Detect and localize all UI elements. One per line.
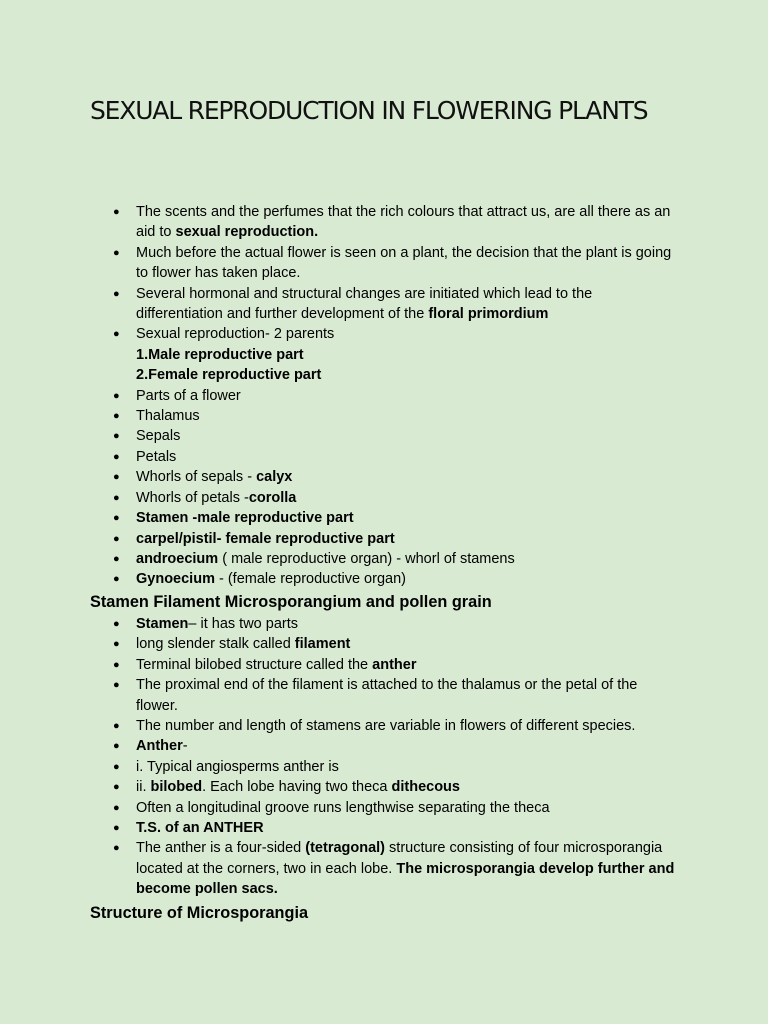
text: Terminal bilobed structure called the [136,656,373,673]
text: . Each lobe having two theca [202,779,392,796]
list-item [0,757,676,777]
bullet-icon: ● [113,760,120,773]
list-item [0,838,676,899]
text: - (female reproductive organ) [214,571,406,588]
text: The number and length of stamens are variable in flowers of different species. [136,718,636,735]
bold-text: floral primordium [428,306,549,323]
bullet-icon: ● [113,658,120,671]
list-item [0,426,676,446]
text: The proximal end of the filament is attached to the thalamus or the petal of the flower. [136,677,638,714]
list-item [0,675,676,716]
bullet-icon: ● [113,512,120,525]
text: – it has two parts [188,616,298,632]
bullet-icon: ● [113,822,120,835]
bullet-icon: ● [113,638,120,651]
list-item [0,243,676,284]
bullet-list-intro [0,202,676,590]
text: Much before the actual flower is seen on a plant, the decision that the plant is going to flower has taken place. [136,244,672,282]
text: i. Typical angiosperms anther is [136,758,339,775]
bullet-list-stamen [0,614,676,900]
text: The anther is a four-sided [136,840,306,857]
text: Whorls of petals - [136,489,249,506]
list-item [0,736,676,756]
text: Thalamus [136,408,200,425]
list-item [0,447,676,467]
text: The scents and the perfumes that the rich colours that attract us, are all there as an aid to [136,204,671,241]
list-item [0,284,676,325]
bold-text: dithecous [391,779,460,796]
text: ii. [136,779,151,796]
text: Sepals [136,428,181,445]
list-item [0,798,676,818]
bold-text: androecium [136,550,219,567]
section-heading-microsporangia: Structure of Microsporangia [90,904,309,922]
list-item [0,634,676,654]
bold-text: bilobed [150,779,203,796]
bold-text: T.S. of an ANTHER [136,820,264,837]
bold-text: corolla [248,489,297,506]
bold-text: 1.Male reproductive part [136,346,304,363]
list-item [0,508,676,528]
bullet-icon: ● [113,450,120,463]
bullet-icon: ● [113,801,120,814]
bold-text: anther [372,656,417,673]
bullet-icon: ● [113,328,120,341]
bullet-icon: ● [113,679,120,692]
bullet-icon: ● [113,842,120,855]
list-item [0,549,676,569]
bullet-icon: ● [113,471,120,484]
bold-text: filament [294,636,351,653]
bullet-icon: ● [113,532,120,545]
bold-text: sexual reproduction. [175,224,319,241]
list-item [0,488,676,508]
text: Petals [136,448,177,465]
list-item [0,655,676,675]
list-item [0,614,676,634]
bold-text: (tetragonal) [305,840,386,857]
bullet-icon: ● [113,246,120,259]
list-item [0,386,676,406]
list-item [0,467,676,487]
text: Parts of a flower [136,387,241,404]
bullet-icon: ● [113,573,120,586]
bullet-icon: ● [113,491,120,504]
list-item [0,818,676,838]
bullet-icon: ● [113,552,120,565]
list-item [0,529,676,549]
bold-text: Stamen -male reproductive part [136,510,354,527]
list-item [0,569,676,589]
list-item [0,324,676,385]
bullet-icon: ● [113,389,120,402]
bold-text: calyx [256,469,293,486]
bullet-icon: ● [113,781,120,794]
bullet-icon: ● [113,430,120,443]
page-title: SEXUAL REPRODUCTION IN FLOWERING PLANTS [90,96,648,125]
text: long slender stalk called [136,636,295,653]
text: Whorls of sepals - [136,469,257,486]
bullet-icon: ● [113,410,120,423]
list-item [0,406,676,426]
section-heading-stamen: Stamen Filament Microsporangium and pollen grain [90,593,492,611]
bullet-icon: ● [113,287,120,300]
bold-text: carpel/pistil- female reproductive part [136,530,395,547]
bullet-icon: ● [113,206,120,218]
bullet-icon: ● [113,740,120,753]
bold-text: Gynoecium [136,571,215,588]
text: - [182,738,188,755]
bullet-icon: ● [113,720,120,733]
bold-text: Stamen [136,616,189,632]
text: Sexual reproduction- 2 parents [136,326,335,343]
bold-text: 2.Female reproductive part [136,367,322,384]
text: ( male reproductive organ) - whorl of stamens [218,550,515,567]
list-item [0,716,676,736]
list-item [0,202,676,243]
text: Several hormonal and structural changes are initiated which lead to the differentiation and further development of the [136,285,593,323]
bold-text: The microsporangia develop further and become pollen sacs. [136,860,675,898]
text: structure consisting of four microsporangia located at the corners, two in each lobe. [136,840,663,877]
list-item [0,777,676,797]
text: Often a longitudinal groove runs lengthwise separating the theca [136,799,550,816]
bold-text: Anther [136,738,183,755]
bullet-icon: ● [113,618,120,630]
